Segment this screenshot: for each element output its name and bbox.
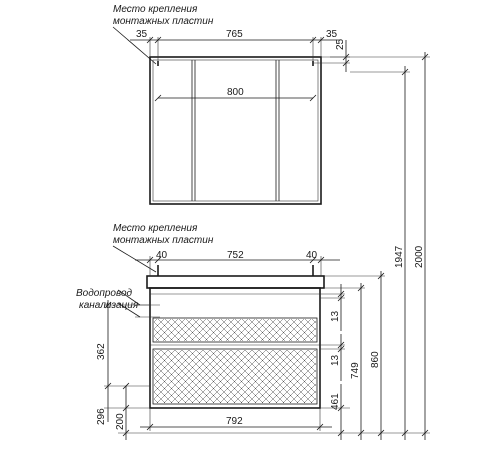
- dim-860: 860: [370, 351, 381, 368]
- dim-13-lower: 13: [330, 354, 341, 366]
- dim-vanity-left-offset: 40: [156, 250, 168, 261]
- dim-mirror-right-offset: 35: [326, 29, 338, 40]
- top-mount-leader: [113, 27, 156, 64]
- dim-2000: 2000: [414, 245, 425, 268]
- bottom-mount-note-line2: монтажных пластин: [113, 235, 214, 246]
- dim-1947: 1947: [394, 245, 405, 268]
- top-mount-note-line2: монтажных пластин: [113, 16, 214, 27]
- water-note-line2: канализация: [79, 300, 139, 311]
- dim-200: 200: [115, 413, 126, 430]
- dim-749: 749: [350, 362, 361, 379]
- water-note-line1: Водопровод: [76, 288, 133, 299]
- bottom-mount-note-line1: Место крепления: [113, 223, 198, 234]
- dim-mirror-mount-span: 765: [226, 29, 243, 40]
- dim-vanity-right-offset: 40: [306, 250, 318, 261]
- dim-mirror-top-offset: 25: [335, 38, 346, 50]
- dim-mirror-width: 800: [227, 87, 244, 98]
- top-mount-note-line1: Место крепления: [113, 4, 198, 15]
- dim-vanity-width: 792: [226, 416, 243, 427]
- dim-vanity-mount-span: 752: [227, 250, 244, 261]
- dim-mirror-left-offset: 35: [136, 29, 148, 40]
- top-mount-note: [113, 4, 214, 64]
- dim-461: 461: [330, 393, 341, 410]
- bottom-mount-leader: [113, 246, 156, 272]
- lower-drawer-pattern: [154, 350, 316, 403]
- mirror-inner-frame: [153, 60, 318, 201]
- dim-362: 362: [96, 343, 107, 360]
- dim-13-upper: 13: [330, 310, 341, 322]
- bottom-mount-note: [113, 223, 214, 272]
- dim-296: 296: [96, 408, 107, 425]
- mirror-cabinet-body: [150, 57, 321, 204]
- vanity-cabinet: [135, 256, 340, 408]
- mirror-cabinet: [130, 37, 350, 204]
- vanity-countertop: [147, 276, 324, 288]
- upper-drawer-pattern: [154, 319, 316, 341]
